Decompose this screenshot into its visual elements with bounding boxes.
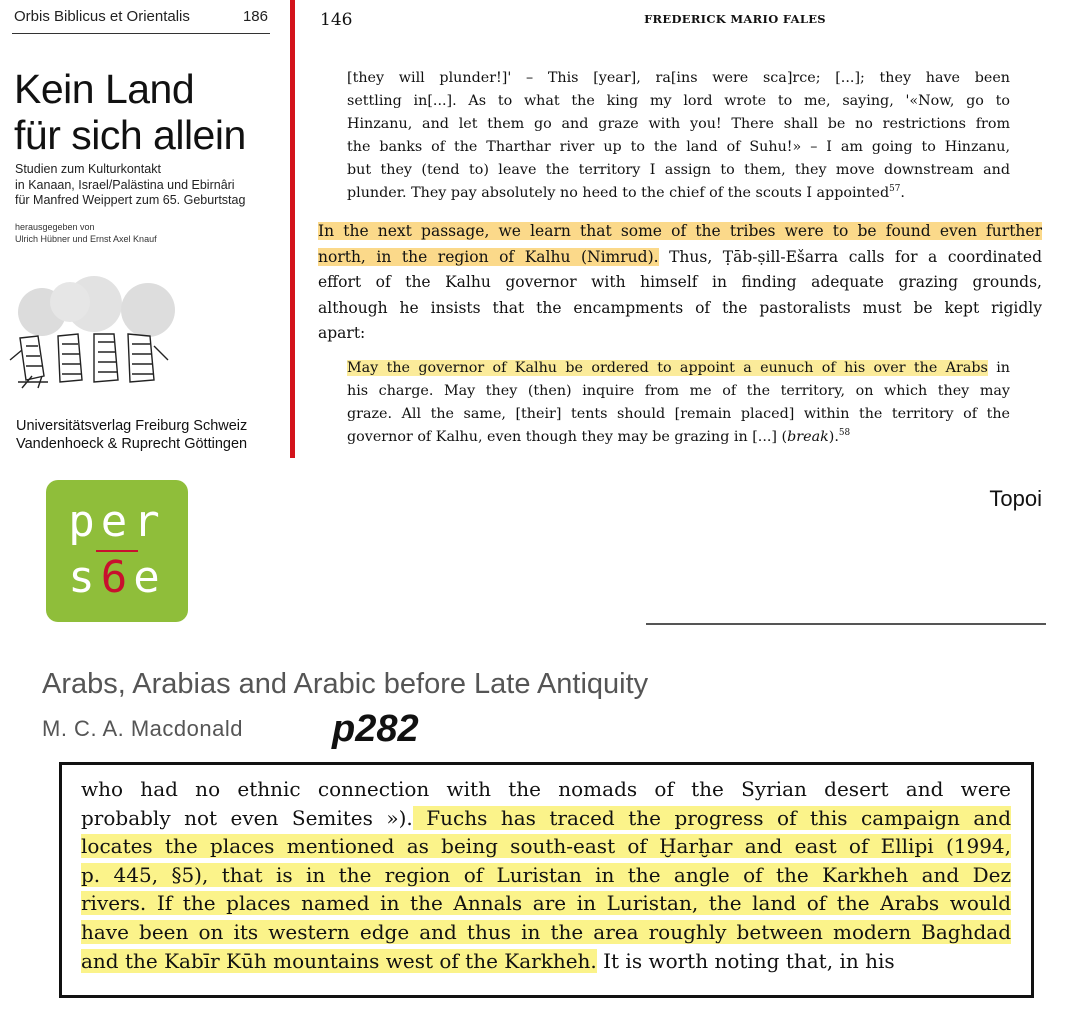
logo-letter-accent: 6 bbox=[100, 552, 134, 603]
cover-subtitle-line: für Manfred Weippert zum 65. Geburtstag bbox=[15, 193, 246, 207]
excerpt-text bbox=[81, 775, 1011, 975]
cover-editors-label: herausgegeben von bbox=[15, 222, 95, 232]
highlighted-text: rivers. If the places named in the Annals are in Luristan, the land of the Arabs would bbox=[81, 891, 1011, 916]
quote-text: governor of Kalhu, even though they may be grazing in [...] ( bbox=[347, 429, 788, 445]
body-paragraph bbox=[318, 219, 1042, 347]
quote-text: in bbox=[987, 360, 1011, 376]
quote-line: settling in[...]. As to what the king my lord wrote to me, saying, '«Now, go to bbox=[347, 93, 1010, 109]
cover-subtitle-line: Studien zum Kulturkontakt bbox=[15, 162, 161, 176]
cover-title-line2: für sich allein bbox=[14, 112, 246, 158]
perspectivia-logo bbox=[46, 480, 188, 622]
excerpt-text-plain: probably not even Semites »). bbox=[81, 805, 413, 830]
excerpt-line bbox=[81, 918, 1011, 947]
excerpt-line: who had no ethnic connection with the nomads of the Syrian desert and were bbox=[81, 777, 1011, 801]
page-label: p282 bbox=[332, 708, 419, 750]
para-text: Thus, Ṭāb-ṣill-Ešarra calls for a coordinated bbox=[658, 247, 1043, 266]
quote-line: graze. All the same, [their] tents should [remain placed] within the territory of the bbox=[347, 406, 1010, 422]
excerpt-line bbox=[81, 861, 1011, 890]
highlighted-text: p. 445, §5), that is in the region of Luristan in the angle of the Karkheh and Dez bbox=[81, 862, 1011, 887]
topoi-label: Topoi bbox=[989, 486, 1042, 511]
highlighted-text: locates the places mentioned as being south-east of Ḫarḫar and east of Ellipi (1994, bbox=[81, 834, 1011, 859]
cover-red-bar bbox=[290, 0, 295, 458]
excerpt-line bbox=[81, 832, 1011, 861]
logo-text-bottom bbox=[46, 552, 188, 603]
horizontal-rule bbox=[646, 623, 1046, 625]
block-quote-1 bbox=[347, 67, 1010, 205]
highlighted-text: north, in the region of Kalhu (Nimrud). bbox=[318, 247, 659, 266]
excerpt-line bbox=[81, 889, 1011, 918]
quote-line: his charge. May they (then) inquire from me of the territory, on which they may bbox=[347, 383, 1010, 399]
logo-letter: s bbox=[68, 552, 101, 603]
para-line: effort of the Kalhu governor with himself in finding adequate grazing grounds, bbox=[318, 273, 1042, 291]
cover-title-line1: Kein Land bbox=[14, 66, 195, 112]
logo-letter: e bbox=[133, 552, 166, 603]
quote-line-text: plunder. They pay absolutely no heed to the chief of the scouts I appointed bbox=[347, 185, 890, 201]
page-number: 146 bbox=[320, 10, 353, 30]
quote-line-last: plunder. They pay absolutely no heed to the chief of the scouts I appointed$^{57}$. bbox=[347, 184, 905, 201]
running-head-author: FREDERICK MARIO FALES bbox=[644, 12, 826, 26]
highlighted-text: and the Kabīr Kūh mountains west of the Karkheh. bbox=[81, 948, 597, 973]
cover-title bbox=[14, 66, 282, 158]
quote-line: but they (tend to) leave the territory I assign to them, they move downstream and bbox=[347, 162, 1010, 178]
article-title: Arabs, Arabias and Arabic before Late Antiquity bbox=[42, 668, 649, 700]
cover-publisher bbox=[16, 417, 286, 453]
highlighted-text: In the next passage, we learn that some of the tribes were to be found even further bbox=[318, 222, 1042, 240]
para-line: although he insists that the encampments of the pastoralists must be kept rigidly bbox=[318, 298, 1042, 317]
quote-line-last bbox=[347, 426, 1010, 449]
excerpt-line bbox=[81, 804, 1011, 833]
quote-line: [they will plunder!]' – This [year], ra[ins were sca]rce; [...]; they have been bbox=[347, 70, 1010, 86]
para-line: apart: bbox=[318, 324, 366, 342]
blurred-figures-heads bbox=[18, 276, 175, 337]
cover-series-number: 186 bbox=[242, 8, 268, 25]
cover-figures-illustration bbox=[8, 276, 178, 394]
cover-series-title: Orbis Biblicus et Orientalis bbox=[14, 8, 190, 25]
highlighted-text: have been on its western edge and thus in the area roughly between modern Baghdad bbox=[81, 919, 1011, 944]
quote-line bbox=[347, 357, 1010, 380]
cover-publisher-line2: Vandenhoeck & Ruprecht Göttingen bbox=[16, 436, 248, 452]
cover-subtitle-line: in Kanaan, Israel/Palästina und Ebirnâri bbox=[15, 177, 235, 192]
article-author: M. C. A. Macdonald bbox=[42, 716, 243, 741]
excerpt-text-plain: It is worth noting that, in his bbox=[596, 948, 895, 973]
italic-text: break bbox=[787, 429, 829, 445]
running-head bbox=[0, 12, 1080, 26]
cover-publisher-line1: Universitätsverlag Freiburg Schweiz bbox=[16, 418, 248, 434]
logo-text-top: per bbox=[68, 496, 166, 547]
quote-text: ). bbox=[828, 429, 839, 445]
quote-line: Hinzanu, and let them go and graze with you! There shall be no restrictions from bbox=[347, 116, 1010, 132]
highlighted-text: Fuchs has traced the progress of this campaign and bbox=[412, 805, 1011, 830]
block-quote-2 bbox=[347, 357, 1010, 449]
footnote-ref: 57 bbox=[889, 184, 901, 195]
cover-divider bbox=[12, 33, 270, 34]
quote-line: the banks of the Tharthar river up to the land of Suhu!» – I am going to Hinzanu, bbox=[347, 139, 1010, 155]
para-line bbox=[318, 219, 1042, 245]
highlighted-text: May the governor of Kalhu be ordered to appoint a eunuch of his over the Arabs bbox=[347, 360, 988, 376]
footnote-ref: 58 bbox=[838, 428, 851, 439]
para-line bbox=[318, 245, 1042, 271]
cover-editors: Ulrich Hübner und Ernst Axel Knauf bbox=[15, 234, 157, 244]
excerpt-line-last bbox=[81, 947, 1011, 976]
cover-subtitle bbox=[15, 162, 283, 209]
figures-bodies bbox=[10, 334, 168, 388]
